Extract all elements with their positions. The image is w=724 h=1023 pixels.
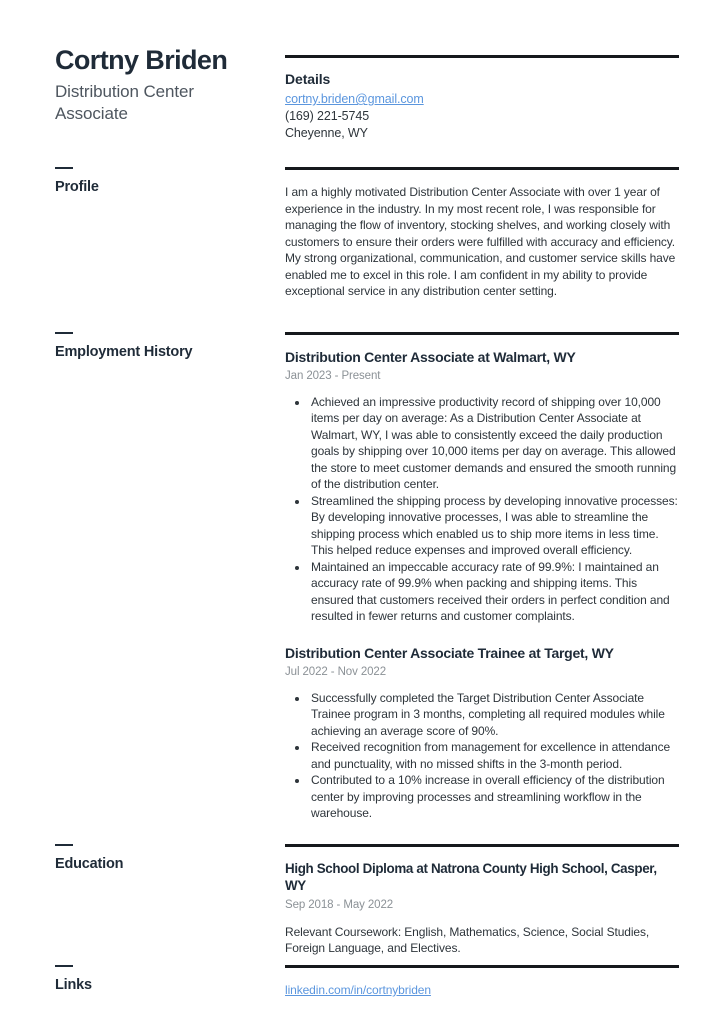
education-label xyxy=(55,844,285,957)
profile-content xyxy=(285,167,679,300)
section-dash xyxy=(55,844,73,846)
links-heading: Links xyxy=(55,977,92,993)
job-title: Distribution Center Associate at Walmart, WY xyxy=(285,349,576,365)
links-label xyxy=(55,965,285,999)
profile-label xyxy=(55,167,285,300)
education-school: High School Diploma at Natrona County High School, Casper, WY xyxy=(285,861,657,893)
job-bullet-list xyxy=(285,690,679,822)
job-bullet: • Received recognition from management for excellence in attendance and punctuality, with no missed shifts in the 3-month period. xyxy=(309,739,679,772)
profile-heading: Profile xyxy=(55,179,99,195)
job-dates: Jan 2023 - Present xyxy=(285,369,381,382)
education-content xyxy=(285,844,679,957)
links-content xyxy=(285,965,679,999)
education-coursework: Relevant Coursework: English, Mathematics, Science, Social Studies, Foreign Language, and Electives. xyxy=(285,924,650,955)
education-dates: Sep 2018 - May 2022 xyxy=(285,898,394,911)
details-heading: Details xyxy=(285,71,331,87)
header-section xyxy=(55,45,679,142)
email-row xyxy=(285,91,679,108)
details-block xyxy=(285,45,679,142)
section-dash xyxy=(55,965,73,967)
profile-section xyxy=(55,167,679,300)
job-entry xyxy=(285,645,679,822)
section-divider xyxy=(285,55,679,58)
employment-content xyxy=(285,332,679,822)
employment-section xyxy=(55,332,679,822)
job-bullet-list xyxy=(285,394,679,625)
education-heading: Education xyxy=(55,856,124,872)
links-section xyxy=(55,965,679,999)
job-bullet: • Streamlined the shipping process by developing innovative processes: By developing innovative processes, I was able to streamline the shipping process which enabled us to ship more items in less time. This helped reduce expenses and improved overall efficiency. xyxy=(309,493,679,559)
job-dates: Jul 2022 - Nov 2022 xyxy=(285,665,387,678)
candidate-name: Cortny Briden xyxy=(55,45,228,75)
job-title: Distribution Center Associate Trainee at Target, WY xyxy=(285,644,614,661)
employment-label xyxy=(55,332,285,822)
employment-heading: Employment History xyxy=(55,344,193,360)
location: Cheyenne, WY xyxy=(285,126,368,140)
section-dash xyxy=(55,332,73,334)
job-bullet: • Successfully completed the Target Distribution Center Associate Trainee program in 3 months, completing all required modules while achieving an average score of 90%. xyxy=(309,690,679,740)
linkedin-link[interactable]: linkedin.com/in/cortnybriden xyxy=(285,983,431,997)
profile-text: I am a highly motivated Distribution Center Associate with over 1 year of experience in the industry. In my most recent role, I was responsible for managing the flow of inventory, stocking shelves, and working closely with customers to ensure their orders were fulfilled with accuracy and efficiency. My strong organizational, communication, and customer service skills have enabled me to excel in this role. I am confident in my ability to provide exceptional service in any distribution center setting. xyxy=(285,185,676,298)
job-bullet: • Achieved an impressive productivity record of shipping over 10,000 items per day on average: As a Distribution Center Associate at Walmart, WY, I was able to consistently exceed the daily production goals by shipping over 10,000 items per day on average. This allowed the store to meet customer demands and ensured the smooth running of the distribution center. xyxy=(309,394,679,493)
email-link[interactable]: cortny.briden@gmail.com xyxy=(285,92,424,106)
section-dash xyxy=(55,167,73,169)
phone-number: (169) 221-5745 xyxy=(285,109,370,123)
job-bullet: • Contributed to a 10% increase in overall efficiency of the distribution center by improving processes and streamlining workflow in the warehouse. xyxy=(309,772,679,822)
identity-block xyxy=(55,45,285,142)
job-bullet: • Maintained an impeccable accuracy rate of 99.9%: I maintained an accuracy rate of 99.9% when packing and shipping items. This ensured that customers received their orders in perfect condition and resulted in fewer returns and customer complaints. xyxy=(309,559,679,625)
job-entry xyxy=(285,349,679,625)
education-section xyxy=(55,844,679,957)
candidate-job-title: Distribution Center Associate xyxy=(55,82,194,124)
